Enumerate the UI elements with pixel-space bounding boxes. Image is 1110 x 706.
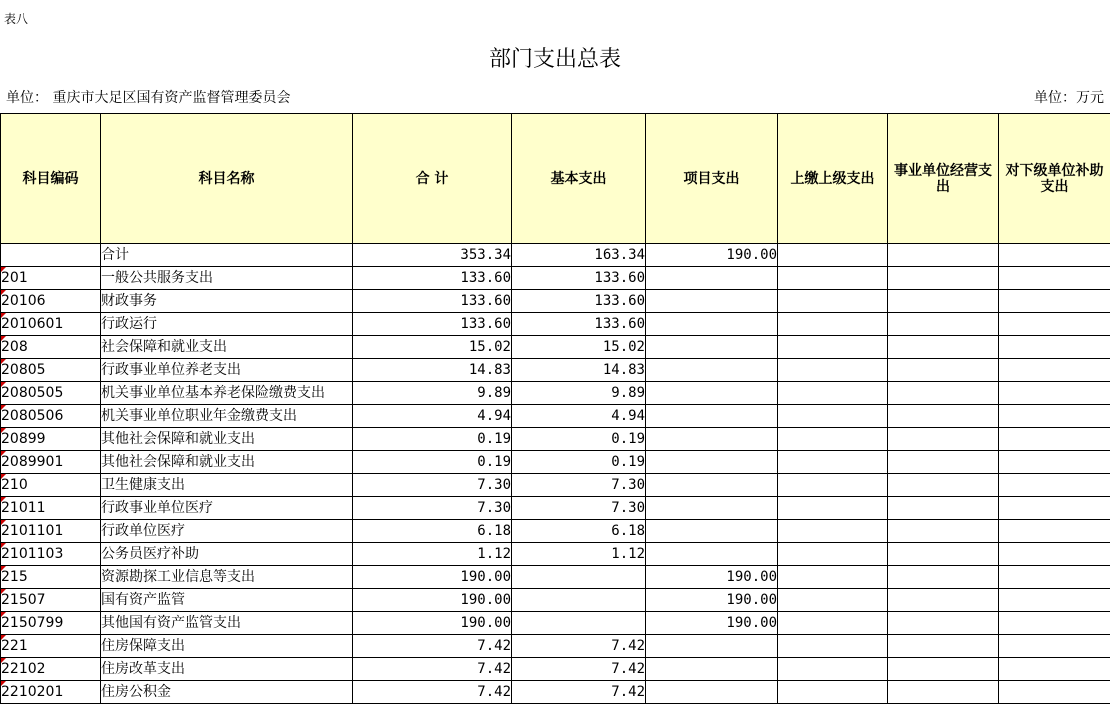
- cell-code[interactable]: [1, 359, 101, 382]
- cell-subsidy[interactable]: [999, 635, 1110, 658]
- cell-basic[interactable]: 9.89: [512, 382, 646, 405]
- cell-subsidy[interactable]: [999, 658, 1110, 681]
- cell-basic[interactable]: 133.60: [512, 267, 646, 290]
- cell-code-text: 215: [1, 569, 28, 585]
- table-row: [1, 566, 1110, 589]
- cell-code-text: 20106: [1, 293, 46, 309]
- comment-marker-icon: [1, 566, 6, 571]
- cell-business[interactable]: [888, 451, 999, 474]
- comment-marker-icon: [1, 359, 6, 364]
- cell-code-text: 22102: [1, 661, 46, 677]
- cell-basic[interactable]: 0.19: [512, 451, 646, 474]
- cell-basic[interactable]: 7.30: [512, 497, 646, 520]
- cell-subsidy[interactable]: [999, 681, 1110, 704]
- cell-project[interactable]: [646, 681, 778, 704]
- cell-total[interactable]: 7.42: [353, 658, 512, 681]
- cell-upper[interactable]: [778, 658, 888, 681]
- comment-marker-icon: [1, 405, 6, 410]
- comment-marker-icon: [1, 658, 6, 663]
- table-row: [1, 543, 1110, 566]
- cell-subsidy[interactable]: [999, 612, 1110, 635]
- cell-upper[interactable]: [778, 474, 888, 497]
- cell-upper[interactable]: [778, 520, 888, 543]
- comment-marker-icon: [1, 336, 6, 341]
- cell-code-text: 210: [1, 477, 28, 493]
- cell-upper[interactable]: [778, 612, 888, 635]
- cell-upper[interactable]: [778, 336, 888, 359]
- cell-basic[interactable]: 14.83: [512, 359, 646, 382]
- cell-business[interactable]: [888, 543, 999, 566]
- cell-subsidy[interactable]: [999, 313, 1110, 336]
- cell-name[interactable]: 合计: [101, 244, 353, 267]
- cell-business[interactable]: [888, 658, 999, 681]
- cell-total[interactable]: 353.34: [353, 244, 512, 267]
- cell-name[interactable]: 行政事业单位医疗: [101, 497, 353, 520]
- cell-total[interactable]: 0.19: [353, 451, 512, 474]
- cell-subsidy[interactable]: [999, 405, 1110, 428]
- cell-total[interactable]: 7.30: [353, 497, 512, 520]
- cell-name[interactable]: 其他社会保障和就业支出: [101, 451, 353, 474]
- cell-code[interactable]: [1, 589, 101, 612]
- cell-name[interactable]: 机关事业单位基本养老保险缴费支出: [101, 382, 353, 405]
- cell-basic[interactable]: 6.18: [512, 520, 646, 543]
- cell-code[interactable]: [1, 267, 101, 290]
- cell-name[interactable]: 社会保障和就业支出: [101, 336, 353, 359]
- cell-code[interactable]: [1, 382, 101, 405]
- cell-code-text: 221: [1, 638, 28, 654]
- table-row: [1, 451, 1110, 474]
- cell-project[interactable]: [646, 290, 778, 313]
- cell-upper[interactable]: [778, 451, 888, 474]
- table-row: [1, 474, 1110, 497]
- table-row: [1, 359, 1110, 382]
- cell-basic[interactable]: [512, 612, 646, 635]
- cell-project[interactable]: [646, 520, 778, 543]
- comment-marker-icon: [1, 543, 6, 548]
- cell-code[interactable]: [1, 290, 101, 313]
- expenditure-table: [0, 113, 1110, 704]
- comment-marker-icon: [1, 497, 6, 502]
- cell-project[interactable]: [646, 451, 778, 474]
- cell-upper[interactable]: [778, 681, 888, 704]
- cell-business[interactable]: [888, 612, 999, 635]
- cell-upper[interactable]: [778, 543, 888, 566]
- cell-name[interactable]: 国有资产监管: [101, 589, 353, 612]
- cell-business[interactable]: [888, 589, 999, 612]
- column-header-subsidy: 对下级单位补助支出: [999, 114, 1110, 244]
- column-header-upper: 上缴上级支出: [778, 114, 888, 244]
- cell-total[interactable]: 9.89: [353, 382, 512, 405]
- comment-marker-icon: [1, 589, 6, 594]
- cell-basic[interactable]: 7.30: [512, 474, 646, 497]
- cell-code[interactable]: [1, 658, 101, 681]
- cell-upper[interactable]: [778, 589, 888, 612]
- cell-code-text: 2080505: [1, 385, 64, 401]
- cell-total[interactable]: 7.42: [353, 681, 512, 704]
- cell-project[interactable]: [646, 497, 778, 520]
- cell-project[interactable]: [646, 658, 778, 681]
- table-row: [1, 382, 1110, 405]
- cell-basic[interactable]: 15.02: [512, 336, 646, 359]
- cell-name[interactable]: 行政运行: [101, 313, 353, 336]
- cell-total[interactable]: 133.60: [353, 313, 512, 336]
- cell-code-text: 21507: [1, 592, 46, 608]
- cell-business[interactable]: [888, 474, 999, 497]
- cell-basic[interactable]: [512, 589, 646, 612]
- cell-subsidy[interactable]: [999, 428, 1110, 451]
- cell-code-text: 201: [1, 270, 28, 286]
- cell-code-text: 2010601: [1, 316, 64, 332]
- cell-project[interactable]: [646, 313, 778, 336]
- comment-marker-icon: [1, 313, 6, 318]
- cell-name[interactable]: 卫生健康支出: [101, 474, 353, 497]
- cell-code[interactable]: [1, 612, 101, 635]
- cell-basic[interactable]: 133.60: [512, 290, 646, 313]
- cell-basic[interactable]: 0.19: [512, 428, 646, 451]
- comment-marker-icon: [1, 520, 6, 525]
- cell-subsidy[interactable]: [999, 244, 1110, 267]
- table-row: [1, 336, 1110, 359]
- cell-upper[interactable]: [778, 405, 888, 428]
- page-title: 部门支出总表: [488, 47, 621, 72]
- cell-code[interactable]: [1, 635, 101, 658]
- column-header-code: 科目编码: [1, 114, 101, 244]
- table-row: [1, 589, 1110, 612]
- cell-total[interactable]: 7.30: [353, 474, 512, 497]
- comment-marker-icon: [1, 382, 6, 387]
- cell-total[interactable]: 14.83: [353, 359, 512, 382]
- cell-basic[interactable]: 133.60: [512, 313, 646, 336]
- cell-total[interactable]: 0.19: [353, 428, 512, 451]
- cell-total[interactable]: 190.00: [353, 589, 512, 612]
- cell-subsidy[interactable]: [999, 543, 1110, 566]
- cell-upper[interactable]: [778, 635, 888, 658]
- cell-name[interactable]: 住房公积金: [101, 681, 353, 704]
- comment-marker-icon: [1, 474, 6, 479]
- cell-subsidy[interactable]: [999, 474, 1110, 497]
- cell-subsidy[interactable]: [999, 497, 1110, 520]
- cell-business[interactable]: [888, 313, 999, 336]
- cell-total[interactable]: 4.94: [353, 405, 512, 428]
- comment-marker-icon: [1, 635, 6, 640]
- cell-total[interactable]: 133.60: [353, 290, 512, 313]
- cell-business[interactable]: [888, 382, 999, 405]
- table-row: [1, 658, 1110, 681]
- cell-name[interactable]: 其他社会保障和就业支出: [101, 428, 353, 451]
- cell-project[interactable]: [646, 635, 778, 658]
- cell-name[interactable]: 公务员医疗补助: [101, 543, 353, 566]
- cell-code-text: 2101103: [1, 546, 64, 562]
- cell-project[interactable]: 190.00: [646, 589, 778, 612]
- cell-code-text: 2210201: [1, 684, 64, 700]
- cell-subsidy[interactable]: [999, 451, 1110, 474]
- cell-code[interactable]: [1, 336, 101, 359]
- cell-name[interactable]: 其他国有资产监管支出: [101, 612, 353, 635]
- cell-name[interactable]: 机关事业单位职业年金缴费支出: [101, 405, 353, 428]
- cell-business[interactable]: [888, 290, 999, 313]
- cell-subsidy[interactable]: [999, 267, 1110, 290]
- cell-code[interactable]: [1, 497, 101, 520]
- cell-total[interactable]: 190.00: [353, 612, 512, 635]
- cell-upper[interactable]: [778, 244, 888, 267]
- cell-business[interactable]: [888, 267, 999, 290]
- cell-name[interactable]: 资源勘探工业信息等支出: [101, 566, 353, 589]
- cell-code[interactable]: [1, 566, 101, 589]
- table-number-tag: 表八: [4, 12, 29, 26]
- table-row: [1, 244, 1110, 267]
- cell-upper[interactable]: [778, 313, 888, 336]
- cell-project[interactable]: [646, 474, 778, 497]
- cell-code[interactable]: [1, 520, 101, 543]
- cell-basic[interactable]: 1.12: [512, 543, 646, 566]
- comment-marker-icon: [1, 451, 6, 456]
- column-header-name: 科目名称: [101, 114, 353, 244]
- cell-subsidy[interactable]: [999, 566, 1110, 589]
- cell-business[interactable]: [888, 359, 999, 382]
- cell-business[interactable]: [888, 635, 999, 658]
- column-header-basic: 基本支出: [512, 114, 646, 244]
- cell-code[interactable]: [1, 313, 101, 336]
- column-header-total: 合 计: [353, 114, 512, 244]
- table-row: [1, 497, 1110, 520]
- cell-business[interactable]: [888, 681, 999, 704]
- column-header-business: 事业单位经营支出: [888, 114, 999, 244]
- cell-basic[interactable]: 7.42: [512, 658, 646, 681]
- cell-total[interactable]: 15.02: [353, 336, 512, 359]
- cell-total[interactable]: 133.60: [353, 267, 512, 290]
- cell-business[interactable]: [888, 244, 999, 267]
- cell-upper[interactable]: [778, 566, 888, 589]
- table-row: [1, 267, 1110, 290]
- cell-subsidy[interactable]: [999, 336, 1110, 359]
- cell-code[interactable]: [1, 474, 101, 497]
- cell-subsidy[interactable]: [999, 290, 1110, 313]
- cell-code-text: 2080506: [1, 408, 64, 424]
- cell-name[interactable]: 住房改革支出: [101, 658, 353, 681]
- comment-marker-icon: [1, 267, 6, 272]
- cell-business[interactable]: [888, 497, 999, 520]
- cell-subsidy[interactable]: [999, 520, 1110, 543]
- comment-marker-icon: [1, 612, 6, 617]
- cell-upper[interactable]: [778, 290, 888, 313]
- table-row: [1, 290, 1110, 313]
- cell-business[interactable]: [888, 428, 999, 451]
- cell-name[interactable]: 财政事务: [101, 290, 353, 313]
- cell-name[interactable]: 行政事业单位养老支出: [101, 359, 353, 382]
- cell-basic[interactable]: 163.34: [512, 244, 646, 267]
- cell-code-text: 21011: [1, 500, 46, 516]
- cell-project[interactable]: 190.00: [646, 612, 778, 635]
- table-row: [1, 428, 1110, 451]
- cell-total[interactable]: 190.00: [353, 566, 512, 589]
- cell-project[interactable]: [646, 543, 778, 566]
- cell-subsidy[interactable]: [999, 382, 1110, 405]
- cell-code[interactable]: [1, 451, 101, 474]
- table-row: [1, 612, 1110, 635]
- cell-code[interactable]: [1, 681, 101, 704]
- currency-unit-label: 单位：万元: [1034, 90, 1104, 106]
- cell-upper[interactable]: [778, 382, 888, 405]
- table-row: [1, 405, 1110, 428]
- table-row: [1, 681, 1110, 704]
- cell-business[interactable]: [888, 520, 999, 543]
- cell-code-text: 2101101: [1, 523, 64, 539]
- table-row: [1, 313, 1110, 336]
- cell-project[interactable]: [646, 267, 778, 290]
- cell-project[interactable]: [646, 405, 778, 428]
- table-header-row: [1, 114, 1110, 244]
- cell-code[interactable]: [1, 405, 101, 428]
- comment-marker-icon: [1, 428, 6, 433]
- cell-total[interactable]: 6.18: [353, 520, 512, 543]
- cell-subsidy[interactable]: [999, 589, 1110, 612]
- cell-subsidy[interactable]: [999, 359, 1110, 382]
- cell-business[interactable]: [888, 566, 999, 589]
- cell-basic[interactable]: 4.94: [512, 405, 646, 428]
- cell-project[interactable]: 190.00: [646, 566, 778, 589]
- table-row: [1, 520, 1110, 543]
- cell-code[interactable]: [1, 428, 101, 451]
- cell-project[interactable]: 190.00: [646, 244, 778, 267]
- cell-code-text: 20899: [1, 431, 46, 447]
- cell-basic[interactable]: 7.42: [512, 681, 646, 704]
- cell-upper[interactable]: [778, 428, 888, 451]
- table-body: [1, 244, 1110, 704]
- cell-business[interactable]: [888, 336, 999, 359]
- cell-business[interactable]: [888, 405, 999, 428]
- organization-unit-label: 单位： 重庆市大足区国有资产监督管理委员会: [6, 90, 291, 106]
- column-header-project: 项目支出: [646, 114, 778, 244]
- cell-name[interactable]: 住房保障支出: [101, 635, 353, 658]
- cell-project[interactable]: [646, 428, 778, 451]
- comment-marker-icon: [1, 681, 6, 686]
- cell-project[interactable]: [646, 382, 778, 405]
- cell-code[interactable]: [1, 543, 101, 566]
- cell-project[interactable]: [646, 359, 778, 382]
- cell-basic[interactable]: 7.42: [512, 635, 646, 658]
- cell-basic[interactable]: [512, 566, 646, 589]
- cell-name[interactable]: 行政单位医疗: [101, 520, 353, 543]
- cell-code-text: 208: [1, 339, 28, 355]
- cell-upper[interactable]: [778, 359, 888, 382]
- table-row: [1, 635, 1110, 658]
- comment-marker-icon: [1, 290, 6, 295]
- cell-code[interactable]: [1, 244, 101, 267]
- cell-code-text: 20805: [1, 362, 46, 378]
- cell-upper[interactable]: [778, 497, 888, 520]
- cell-upper[interactable]: [778, 267, 888, 290]
- cell-code-text: 2150799: [1, 615, 64, 631]
- cell-total[interactable]: 1.12: [353, 543, 512, 566]
- cell-project[interactable]: [646, 336, 778, 359]
- cell-total[interactable]: 7.42: [353, 635, 512, 658]
- cell-name[interactable]: 一般公共服务支出: [101, 267, 353, 290]
- cell-code-text: 2089901: [1, 454, 64, 470]
